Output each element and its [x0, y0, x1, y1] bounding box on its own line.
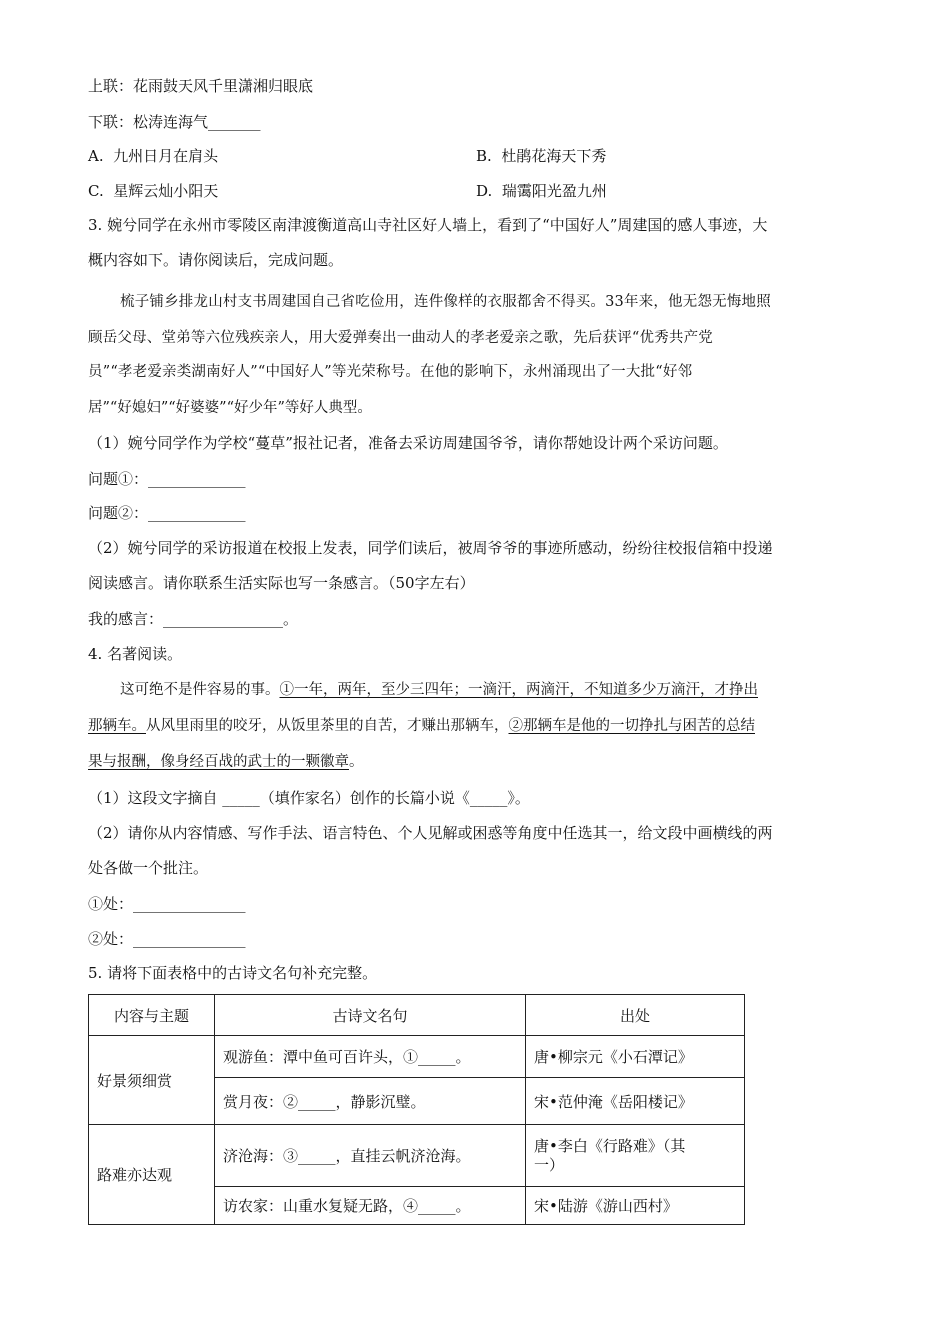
underlined-passage-1: ①一年，两年，至少三四年；一滴汗，两滴汗，不知道多少万滴汗，才挣出	[279, 682, 758, 698]
header-source: 出处	[526, 995, 745, 1036]
q4-passage-line2	[88, 716, 755, 736]
poem-line-blank[interactable]: 赏月夜：②_____，静影沉璧。	[215, 1078, 526, 1125]
option-a[interactable]	[88, 146, 218, 166]
option-c[interactable]	[88, 181, 218, 201]
option-text: 瑞霭阳光盈九州	[501, 182, 607, 200]
poem-line-blank[interactable]: 访农家：山重水复疑无路，④_____。	[215, 1187, 526, 1225]
underlined-passage-1-end: 那辆车。	[88, 718, 146, 734]
q3-question2-blank[interactable]: 问题②：_____________	[88, 504, 246, 522]
q3-sub2-line2: 阅读感言。请你联系生活实际也写一条感言。（50字左右）	[88, 574, 475, 592]
table-header-row	[89, 995, 745, 1036]
q3-passage-line: 员”“孝老爱亲类湖南好人”“中国好人”等光荣称号。在他的影响下，永州涌现出了一大批“好邻	[88, 364, 693, 380]
couplet-upper: 上联：花雨鼓天风千里潇湘归眼底	[88, 77, 314, 95]
q4-sub2-line2: 处各做一个批注。	[88, 859, 209, 877]
q4-sub2-line1: （2）请你从内容情感、写作手法、语言特色、个人见解或困惑等角度中任选其一，给文段中画横线的两	[88, 824, 773, 842]
option-text: 九州日月在肩头	[113, 147, 219, 165]
table-row	[89, 1125, 745, 1187]
underlined-passage-2: ②那辆车是他的一切挣扎与困苦的总结	[508, 718, 755, 734]
option-label: D.	[476, 182, 493, 200]
source-line: 唐•李白《行路难》（其	[534, 1136, 686, 1155]
q3-sub1: （1）婉兮同学作为学校“蔓草”报社记者，准备去采访周建国爷爷，请你帮她设计两个采访问题。	[88, 434, 728, 452]
passage-text: 从风里雨里的咬牙，从饭里茶里的自苦，才赚出那辆车，	[146, 718, 509, 734]
header-line: 古诗文名句	[215, 995, 526, 1036]
poem-table	[88, 994, 745, 1225]
source-cell: 宋•范仲淹《岳阳楼记》	[526, 1078, 745, 1125]
q4-sub1[interactable]: （1）这段文字摘自 _____（填作家名）创作的长篇小说《_____》。	[88, 789, 530, 807]
source-cell: 宋•陆游《游山西村》	[526, 1187, 745, 1225]
theme-cell: 路难亦达观	[89, 1125, 215, 1225]
option-label: C.	[88, 182, 104, 200]
q3-reflection-blank[interactable]: 我的感言：________________。	[88, 610, 299, 628]
q4-passage-line3	[88, 752, 364, 772]
q4-stem: 4. 名著阅读。	[88, 645, 183, 663]
source-cell: 唐•柳宗元《小石潭记》	[526, 1036, 745, 1078]
option-label: A.	[88, 147, 104, 165]
option-b[interactable]	[476, 146, 606, 166]
source-line: 一）	[534, 1155, 565, 1174]
header-theme: 内容与主题	[89, 995, 215, 1036]
theme-cell: 好景须细赏	[89, 1036, 215, 1125]
q3-passage-line: 顾岳父母、堂弟等六位残疾亲人，用大爱弹奏出一曲动人的孝老爱亲之歌，先后获评“优秀共产党	[88, 330, 714, 346]
q3-sub2-line1: （2）婉兮同学的采访报道在校报上发表，同学们读后，被周爷爷的事迹所感动，纷纷往校报信箱中投递	[88, 539, 773, 557]
couplet-lower: 下联：松涛连海气_______	[88, 113, 261, 131]
q4-note2-blank[interactable]: ②处：_______________	[88, 930, 246, 948]
poem-line-blank[interactable]: 观游鱼：潭中鱼可百许头，①_____。	[215, 1036, 526, 1078]
option-d[interactable]	[476, 181, 607, 201]
source-cell	[526, 1125, 745, 1187]
q3-stem-line1: 3. 婉兮同学在永州市零陵区南津渡衡道高山寺社区好人墙上，看到了“中国好人”周建国的感人事迹，大	[88, 216, 768, 234]
option-text: 杜鹃花海天下秀	[501, 147, 607, 165]
option-label: B.	[476, 147, 492, 165]
underlined-passage-2-end: 果与报酬，像身经百战的武士的一颗徽章	[88, 754, 349, 770]
q3-passage-line: 居”“好媳妇”“好婆婆”“好少年”等好人典型。	[88, 400, 372, 416]
q3-passage-line: 梳子铺乡排龙山村支书周建国自己省吃俭用，连件像样的衣服都舍不得买。33年来，他无怨无悔地照	[120, 294, 771, 310]
passage-text: 。	[349, 754, 364, 770]
passage-text: 这可绝不是件容易的事。	[120, 682, 280, 698]
q3-question1-blank[interactable]: 问题①：_____________	[88, 470, 246, 488]
table-row	[89, 1036, 745, 1078]
q3-stem-line2: 概内容如下。请你阅读后，完成问题。	[88, 251, 344, 269]
option-text: 星辉云灿小阳天	[113, 182, 219, 200]
q4-note1-blank[interactable]: ①处：_______________	[88, 895, 246, 913]
poem-line-blank[interactable]: 济沧海：③_____，直挂云帆济沧海。	[215, 1125, 526, 1187]
q4-passage-line1	[120, 680, 758, 700]
q5-stem: 5. 请将下面表格中的古诗文名句补充完整。	[88, 964, 378, 982]
